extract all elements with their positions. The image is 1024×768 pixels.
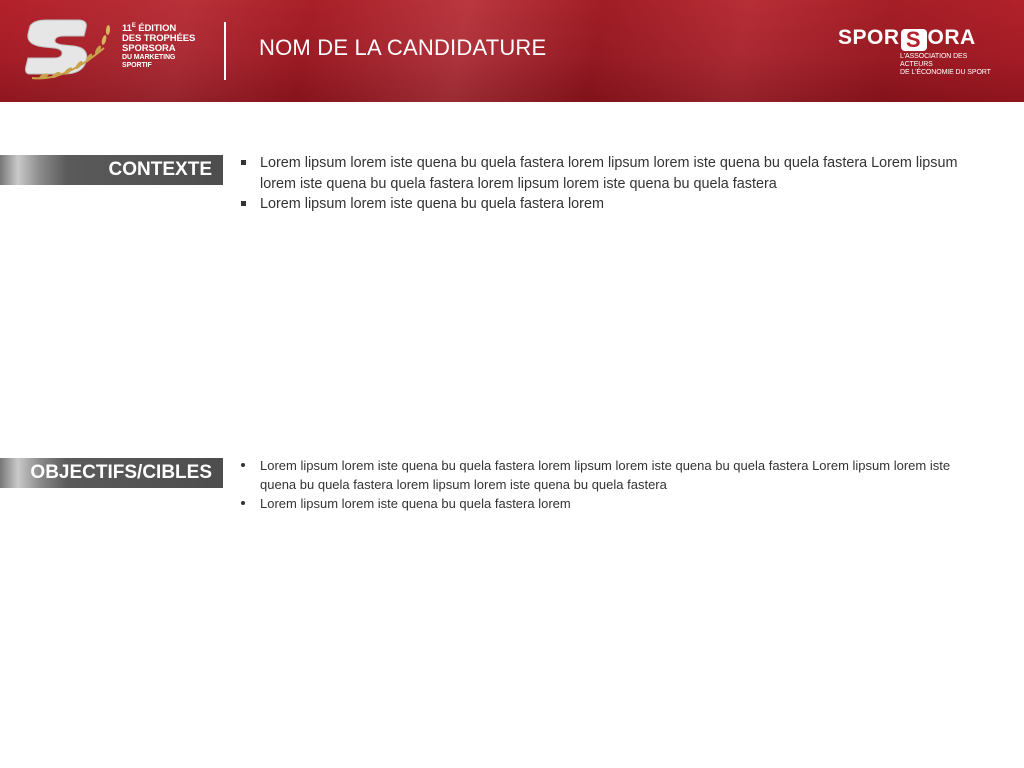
section-label-contexte: CONTEXTE xyxy=(0,155,223,185)
edition-line5: SPORTIF xyxy=(122,62,152,70)
list-item: Lorem lipsum lorem iste quena bu quela fastera lorem xyxy=(240,494,975,513)
edition-line2: DES TROPHÉES xyxy=(122,33,196,45)
objectifs-bullet-list xyxy=(240,456,975,513)
section-label-objectifs: OBJECTIFS/CIBLES xyxy=(0,458,223,488)
edition-line3: SPORSORA xyxy=(122,43,176,55)
contexte-bullet-list xyxy=(240,153,975,215)
page-title: NOM DE LA CANDIDATURE xyxy=(259,35,547,60)
edition-line1: $11^E$ ÉDITION xyxy=(122,23,177,35)
sporsora-logo xyxy=(836,26,996,76)
brand-wordmark: SPOR S ORA xyxy=(838,26,976,52)
edition-line4: DU MARKETING xyxy=(122,54,176,62)
brand-tagline: L'ASSOCIATION DES ACTEURS DE L'ÉCONOMIE DU SPORT xyxy=(900,53,991,76)
edition-text xyxy=(122,21,222,70)
list-item: Lorem lipsum lorem iste quena bu quela fastera lorem lipsum lorem iste quena bu quela fastera Lorem lipsum lorem iste quena bu quela fastera lorem lipsum lorem iste quena bu quela fastera xyxy=(240,456,975,494)
header-banner xyxy=(0,0,1024,102)
list-item: Lorem lipsum lorem iste quena bu quela fastera lorem lipsum lorem iste quena bu quela fastera Lorem lipsum lorem iste quena bu quela fastera lorem lipsum lorem iste quena bu quela fastera xyxy=(240,153,975,194)
trophy-logo xyxy=(24,18,116,82)
header-divider xyxy=(224,22,226,80)
list-item: Lorem lipsum lorem iste quena bu quela fastera lorem xyxy=(240,194,975,215)
